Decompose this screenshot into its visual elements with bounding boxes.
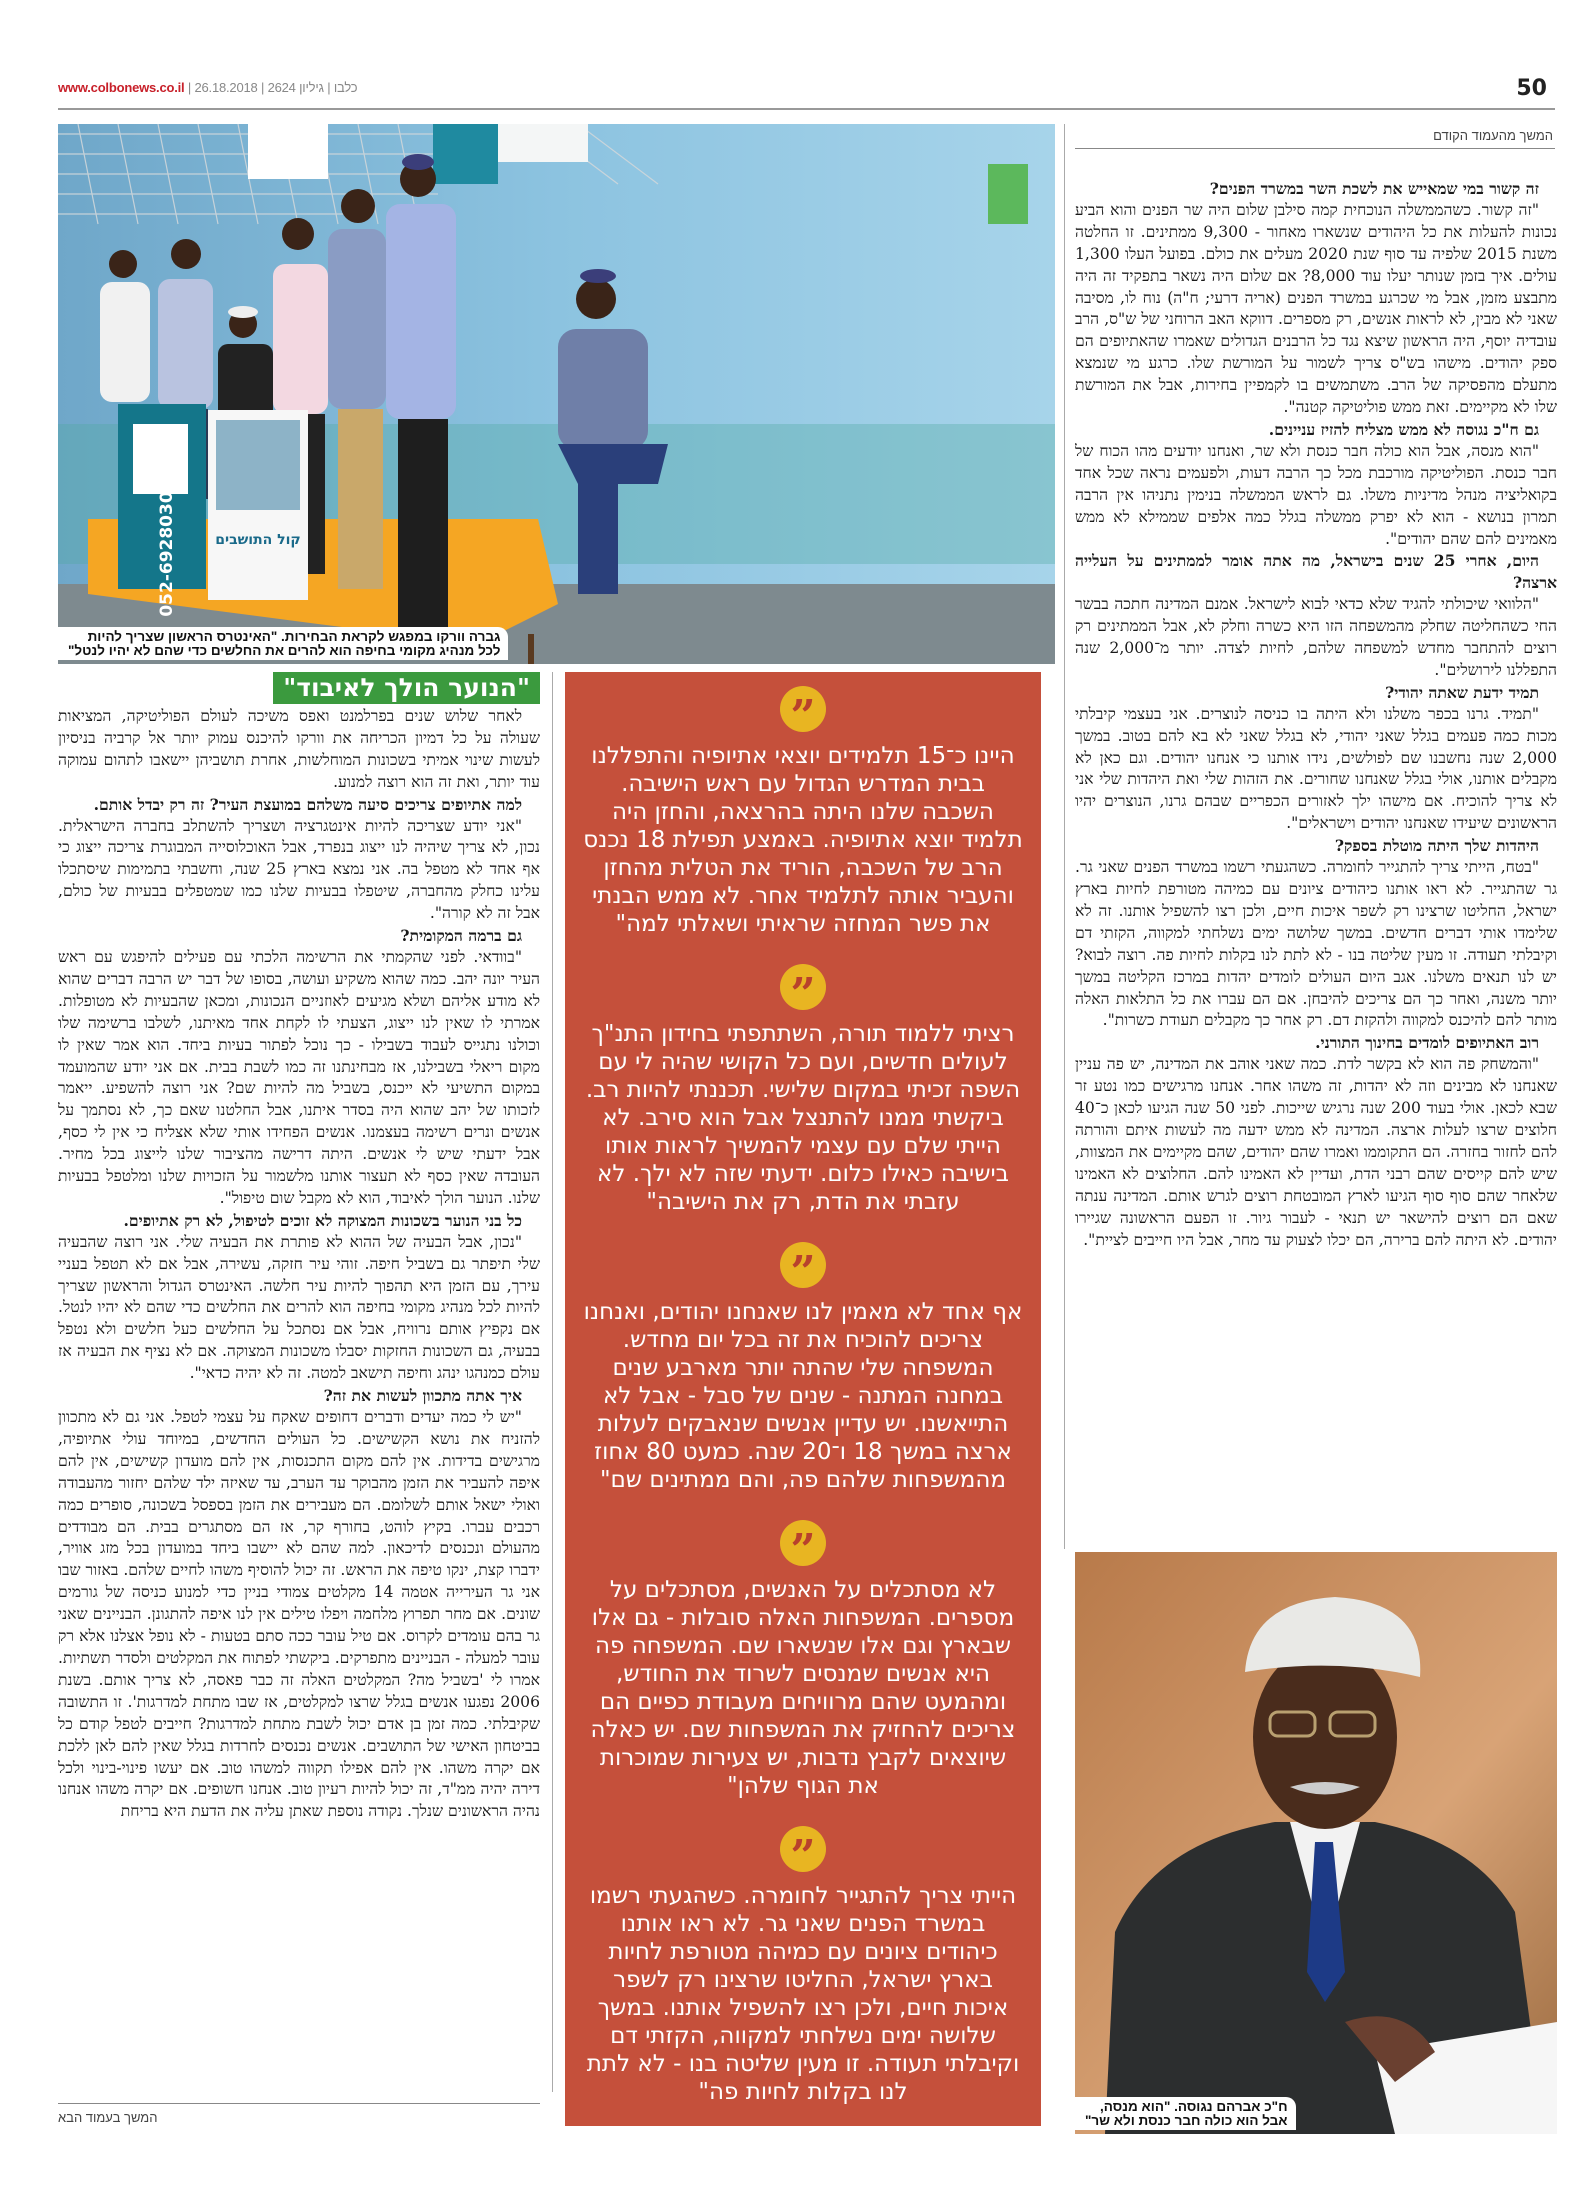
paragraph: "הלוואי שיכולתי להגיד שלא כדאי לבוא לישראל. אמנם המדינה חתכה בבשר החי כשהחליטה שחלק מהמשפחה הזו היא כשרה וחלק לא, אבל הממתינים רק רוצים להתחבר מחדש למשפחה שלהם, לחיות לצדה. יותר מ־2,000 שנה התפללנו לירושלים". (1075, 595, 1557, 679)
caption-line: גברה וורקו במפגש לקראת הבחירות. "האינטרס הראשון שצריך להיות (87, 629, 501, 644)
portrait-image (1075, 1552, 1557, 2134)
pull-quote (565, 964, 1041, 1216)
photo-caption (58, 627, 508, 660)
portrait-photo (1075, 1552, 1557, 2134)
continued-next-label: המשך בעמוד הבא (58, 2110, 158, 2125)
quote-icon: ” (780, 1826, 826, 1872)
interview-question: גם ח"כ נגוסה לא ממש מצליח להזיז עניינים. (1268, 419, 1539, 439)
continued-from-label: המשך מהעמוד הקודם (1433, 128, 1553, 143)
pull-quote (565, 1520, 1041, 1800)
caption-line: אבל הוא כולה חבר כנסת ולא שר" (1085, 2113, 1288, 2128)
section-title: "הנוער הולך לאיבוד" (273, 672, 540, 704)
pull-quote (565, 1242, 1041, 1494)
interview-question: כל בני הנוער בשכונות המצוקה לא זוכים לטיפול, לא רק אתיופים. (123, 1210, 522, 1230)
group-photo-image (58, 124, 1055, 664)
paragraph: "יש לי כמה יעדים ודברים דחופים שאקח על עצמי לטפל. אני גם לא מתכוון להזניח את נושא הקשישים. כל העולים החדשים, במיוחד עולי אתיופיה, מרגישים בדידות. אין להם מקום התכנסות, אין להם מועדון קשישים, אין להם איפה להעביר את הזמן מהבוקר עד הערב, עד שאיזה ילד שלהם יחזור מהעבודה ואולי ישאל אותם לשלומם. הם מעבירים את הזמן בספסל בשכונה, סופרים כמה רכבים עברו. בקיץ לוהט, בחורף קר, אז הם מסתגרים בבית. הם מבודדים מהעולם ונכנסים לדיכאון. למה שהם לא יישבו ביחד במועדון בכל מזג אוויר, ידברו קצת, ינקו טיפה את הראש. זה יכול להוסיף משהו לחיים שלהם. באזור שבו אני גר העירייה אטמה 14 מקלטים צמודי בניין כדי למנוע כניסה של גורמים שונים. אם מחר תפרוץ מלחמה ויפלו טילים אין לנו איפה להתגונן. הבניינים שאני גר בהם עומדים לקרוס. אם טיל עובר ככה סתם בטעות - לא נופל אצלנו אלא רק עובר למעלה - הבניינים מתפרקים. ביקשתי לפתוח את המקלטים ולסדר תשתיות. אמרו לי 'בשביל מה? המקלטים האלה זה כבר פאסה, לא צריך אותם. בשנת 2006 נפגעו אנשים בגלל שרצו למקלטים, אז שבו מתחת למדרגות'. זו התשובה שקיבלתי. כמה זמן בן אדם יכול לשבת מתחת למדרגות? חייבים לטפל קודם כל בביטחון האישי של התושבים. אנשים נכנסים לחרדות בגלל שאין להם לאן ללכת אם יקרה משהו. אין להם אפילו תקווה למשהו טוב. אם יעשו פינוי-בינוי ולכל דירה יהיה ממ"ד, זה יכול להיות רעיון טוב. אנחנו חשופים. אם יקרה משהו אנחנו נהיה הראשונים שנלך. נקודה נוספת שאתן עליה את הדעת היא בריחת (58, 1408, 540, 1821)
quote-icon: ” (780, 964, 826, 1010)
divider (1075, 148, 1555, 149)
column-divider (552, 672, 553, 2092)
interview-question: היום, אחרי 25 שנים בישראל, מה אתה אומר לממתינים על העלייה ארצה? (1075, 551, 1557, 593)
sign-phone: 052-6928030 (157, 491, 177, 617)
caption-line: ח"כ אברהם נגוסה. "הוא מנסה, (1100, 2099, 1288, 2114)
pull-quote-text: אף אחד לא מאמין לנו שאנחנו יהודים, ואנחנו צריכים להוכיח את זה בכל יום מחדש. המשפחה שלי שהתה יותר מארבע שנים במחנה המתנה - שנים של סבל - אבל לא התייאשנו. יש עדיין אנשים שנאבקים לעלות ארצה במשך 18 ו־20 שנה. כמעט 80 אחוז מהמשפחות שלהם פה, והם ממתינים שם" (583, 1299, 1023, 1493)
pull-quotes-box (565, 672, 1041, 2126)
interview-question: רוב האתיופים לומדים בחינוך התורני. (1315, 1033, 1539, 1053)
issue-date: 26.18.2018 (194, 80, 258, 95)
interview-question: למה אתיופים צריכים סיעה משלהם במועצת העיר? זה רק יבדל אותם. (93, 794, 522, 814)
pull-quote-text: היינו כ־15 תלמידים יוצאי אתיופיה והתפללנו בבית המדרש הגדול עם ראש הישיבה. השכבה שלנו היתה בהרצאה, והחזן היה תלמיד יוצא אתיופיה. באמצע תפילת 18 נכנס הרב של השכבה, הוריד את הטלית מהחזן והעביר אותה לתלמיד אחר. לא ממש הבנתי את פשר המחזה שראיתי ושאלתי למה" (583, 743, 1023, 937)
quote-icon: ” (780, 686, 826, 732)
paragraph: "אני יודע שצריכה להיות אינטגרציה ושצריך להשתלב בחברה הישראלית. נכון, לא צריך שיהיה לנו ייצוג בנפרד, אבל האוכלוסייה המבוגרת צריכה ייצוג כי אף אחד לא מטפל בה. אני נמצא בארץ 25 שנה, וחשבתי בתמימות שיסתכלו עלינו כחלק מהחברה, שיטפלו בבעיות שלנו כמו שמטפלים בבעיות של כולם, אבל זה לא קורה". (58, 816, 540, 923)
quote-icon: ” (780, 1520, 826, 1566)
divider (58, 2103, 540, 2104)
paragraph: "נכון, אבל הבעיה של ההוא לא פותרת את הבעיה שלי. אני רוצה שהבעיה שלי תיפתר גם בשביל חיפה. זוהי עיר חזקה, עשירה, אבל אם לא תטפל בעניי עירך, עם הזמן היא תהפוך להיות עיר חלשה. האינטרס הגדול והראשון שצריך להיות לכל מנהיג מקומי בחיפה הוא להרים את החלשים כדי שהם לא יהיו לנטל. אם נקפיץ אותם נרוויח, אבל אם נסתכל על החלשים כעל חלשים ולא נטפל בבעיה, גם השכונות החזקות יסבלו משכונות המצוקה. אם לא נציף את הבעיה אז עולם כמנהגו ינהג וחיפה תישאב למטה. זה לא יהיה כדאי". (58, 1232, 540, 1383)
caption-line: לכל מנהיג מקומי בחיפה הוא להרים את החלשים כדי שהם לא יהיו לנטל" (68, 643, 501, 658)
banner-sign (248, 124, 328, 179)
quote-icon: ” (780, 1242, 826, 1288)
pull-quote-text: לא מסתכלים על האנשים, מסתכלים על מספרים. המשפחות האלה סובלות - גם אלו שבארץ וגם אלו שנשארו שם. המשפחה פה היא אנשים שמנסים לשרוד את החודש, ומהמעט שהם מרוויחים מעבודת כפיים הם צריכים להחזיק את המשפחות שם. יש כאלה שיוצאים לקבץ נדבות, יש צעירות שמוכרות את הגוף שלהן" (590, 1577, 1016, 1799)
paragraph: "והמשחק פה הוא לא בקשר לדת. כמה שאני אוהב את המדינה, יש פה עניין שאנחנו לא מבינים וזה לא יהדות, זה משהו אחר. אנחנו מרגישים כמו נטע זר שבא לכאן. אולי בעוד 200 שנה נרגיש שייכות. לפני 50 שנה הגיעו לכאן כ־40 חלוצים שרצו לעלות ארצה. המדינה לא ממש ידעה מה לעשות איתם והורתה להם לחזור בחזרה. הם התקוממו ואמרו שהם יהודים, שהם מקיימים את המצוות, שיש להם קייסים שהם רבני הדת, ועדיין לא האמינו להם. החלוצים לא האמינו שלאחר שהם סוף סוף הגיעו לארץ המובטחת רוצים לגרש אותם. המדינה ענתה שאם הם רוצים להישאר יש תנאי - לעבור גיור. זו הפעם הראשונה שגיירו יהודים. לא היתה להם ברירה, הם יכלו לצעוק עד מחר, אבל היו חייבים לציית". (1075, 1055, 1557, 1249)
pull-quote-text: רציתי ללמוד תורה, השתתפתי בחידון התנ"ך לעולים חדשים, ועם כל הקושי שהיה לי עם השפה זכיתי במקום שלישי. תכננתי להיות רב. ביקשתי ממנו להתנצל אבל הוא סירב. לא הייתי שלם עם עצמי להמשיך לראות אותו בישיבה כאילו כלום. ידעתי שזה לא ילך. לא עזבתי את הדת, רק את הישיבה" (585, 1021, 1021, 1215)
publication-name: כלבו (333, 80, 358, 95)
column-divider (1064, 124, 1065, 1549)
site-url[interactable]: www.colbonews.co.il (58, 80, 185, 95)
interview-question: תמיד ידעת שאתה יהודי? (1385, 682, 1539, 702)
interview-question: היהדות שלך היתה מוטלת בספק? (1334, 836, 1539, 856)
issue-number: גיליון 2624 (267, 80, 324, 95)
pull-quote (565, 686, 1041, 938)
interview-question: איך אתה מתכוון לעשות את זה? (323, 1386, 522, 1406)
header-divider (58, 108, 1555, 110)
right-article-body (1075, 178, 1557, 1548)
paragraph: "זה קשור. כשהממשלה הנוכחית קמה סילבן שלום היה שר הפנים והוא הביע נכונות להעלות את כל היהודים שנשארו מאחור - 9,300 ממתינים. זו החלטה משנת 2015 שלפיה עד סוף שנת 2020 מעלים את כולם. בפועל העלו 1,300 עולים. איך בזמן שנותר יעלו עוד 8,000? אם שלום היה נשאר בתפקיד זה היה מתבצע מזמן, אבל מי שכרגע במשרד הפנים (אריה דרעי; ח"ה) נוח לו, מסיבה שאני לא מבין, לא לראות אנשים, רק מספרים. דווקא האב הרוחני של ש"ס, הרב עובדיה יוסף, היה הראשון שיצא נגד כל הרבנים הגדולים שאמרו שהאתיופים הם ספק יהודים. מישהו בש"ס צריך לשמור על המורשת שלו. כרגע מי שנמצא מתעלם מהפסיקה של הרב. משתמשים בו לקמפיין בחירות, אבל את המורשת שלו לא מקיימים. זאת ממש פוליטיקה קטנה". (1075, 200, 1557, 417)
masthead-info: www.colbonews.co.il | כלבו | גיליון 2624 | 26.18.2018 (58, 80, 358, 95)
page-number: 50 (1516, 76, 1547, 101)
sign-title: קול התושבים (215, 532, 301, 548)
paragraph: "בטח, הייתי צריך להתגייר לחומרה. כשהגעתי רשמו במשרד הפנים שאני גר. גר שהתגייר. לא ראו אותנו כיהודים ציונים עם כמיהה מטורפת לחיות בארץ ישראל, החליטו שרצינו רק לשפר איכות חיים, ולכן רצו להשפיל אותנו. זה לא שלימדו אותי דברים חדשים. במשך שלושה ימים נשלחתי למקווה, הקזתי דם וקיבלתי תעודה. זו מעין שליטה בנו - לא לתת לנו בקלות לחיות פה. רוצה לבוא? יש לנו תנאים משלנו. אגב היום העולים לומדים יהדות במרכז הקליטה במשך יותר משנה, ואחר כך הם צריכים להיבחן. אם הם עברו את כל התלאות האלה מותר להם להיכנס למקווה ולהקזת דם. רק אחר כך מקבלים תעודת כשרות". (1075, 858, 1557, 1030)
paragraph: "הוא מנסה, אבל הוא כולה חבר כנסת ולא שר, ואנחנו יודעים מהו הכוח של חבר כנסת. הפוליטיקה מורכבת מכל כך הרבה דעות, ולפעמים נראה שכל אחד בקואליציה מנהל מדיניות משלו. גם לראש הממשלה בנימין נתניהו אין הרבה תמרון בנושא - הוא לא יפרק ממשלה בגלל כמה אלפים שממילא לא ממש מאמינים להם שהם יהודים". (1075, 441, 1557, 548)
paragraph: "תמיד. גרנו בכפר משלנו ולא היתה בו כניסה לנוצרים. אני בעצמי קיבלתי מכות כמה פעמים בגלל שאני יהודי, לא בגלל שאני לא בא להם בטוב. במשך 2,000 שנה נחשבנו שם לפולשים, נידו אותנו כי אנחנו יהודים. וגם כאן לא מקבלים אותנו, אולי בגלל שאנחנו שחורים. את הזהות שלי ואת היהדות שלי אני לא צריך להוכיח. אם מישהו ילך לאזורים הכפריים שבהם גרנו, הנוצרים יהיו הראשונים שיעידו שאנחנו יהודים וישראלים". (1075, 704, 1557, 833)
left-article-body (58, 706, 540, 2084)
interview-question: זה קשור במי שמאייש את לשכת השר במשרד הפנים? (1209, 179, 1539, 198)
pull-quote (565, 1826, 1041, 2106)
paragraph: לאחר שלוש שנים בפרלמנט ואפס משיכה לעולם הפוליטיקה, המציאות שעולה על כל דמיון הכריחה את וורקו להיכנס עמוק יותר אל קרביה בניסיון לעשות שינוי אמיתי בשכונות המוחלשות, אחרת תושביהן יישאבו לתהום עמוקה עוד יותר, ואת זה הוא רוצה למנוע. (58, 707, 540, 791)
interview-question: גם ברמה המקומית? (400, 926, 522, 946)
paragraph: "בוודאי. לפני שהקמתי את הרשימה הלכתי עם פעילים להיפגש עם ראש העיר יונה יהב. כמה שהוא משקיע ועושה, בסופו של דבר יש הרבה דברים שהוא לא מודע אליהם ושלא מגיעים לאוזניים הנכונות, ומכאן שהבעיות לא מטופלות. אמרתי לו שאין לנו ייצוג, הצעתי לו לקחת אחד מאיתנו, לשלבו ברשימה שלו וכולנו נתגייס לעבוד בשבילו - כך נוכל לפתור בעיות ביחד. הוא אמר שאין לו מקום ריאלי בשבילנו, אז מבחינתנו זה כמו לשבת בבית. אם אני יודע שהמועמד במקום התשיעי לא ייכנס, בשביל מה להיות שם? אני רוצה להשפיע. ייאמר לזכותו של יהב שהוא היה בסדר איתנו, אבל החלטנו שאם כך, לא נסתמך על אנשים ונרים רשימה בעצמנו. אנשים הפחידו אותי שלא אצליח כי אין לי כסף, אבל ידעתי שיש לי אנשים. היתה דרישה מהציבור שלנו לייצוג בכל מחיר. העובדה שאין כסף לא תעצור אותנו מלשמור על הזכויות שלנו ומלטפל בבעיות שלנו. הנוער הולך לאיבוד, הוא לא מקבל שום טיפול". (58, 947, 540, 1207)
group-photo (58, 124, 1055, 664)
pull-quote-text: הייתי צריך להתגייר לחומרה. כשהגעתי רשמו במשרד הפנים שאני גר. לא ראו אותנו כיהודים ציונים עם כמיהה מטורפת לחיות בארץ ישראל, החליטו שרצינו רק לשפר איכות חיים, ולכן רצו להשפיל אותנו. במשך שלושה ימים נשלחתי למקווה, הקזתי דם וקיבלתי תעודה. זו מעין שליטה בנו - לא לתת לנו בקלות לחיות פה" (586, 1883, 1020, 2105)
photo-caption (1075, 2097, 1296, 2130)
